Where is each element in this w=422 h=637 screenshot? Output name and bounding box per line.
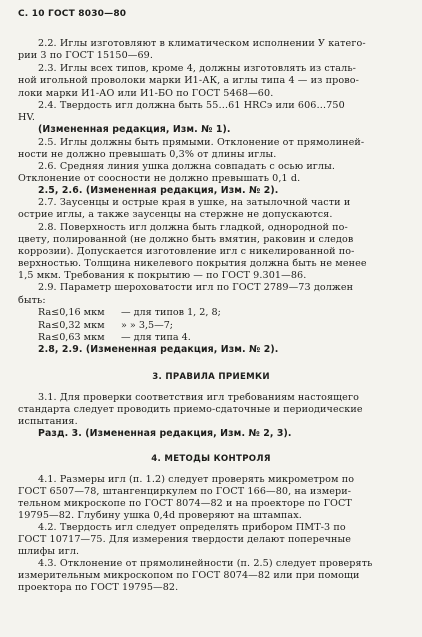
text-line: верхностью. Толщина никелевого покрытия должна быть не менее bbox=[18, 258, 367, 269]
text-line: 3.1. Для проверки соответствия игл требованиям настоящего bbox=[38, 392, 359, 403]
text-line: 2.3. Иглы всех типов, кроме 4, должны изготовлять из сталь- bbox=[38, 63, 356, 74]
text-line: тельном микроскопе по ГОСТ 8074—82 и на проекторе по ГОСТ bbox=[18, 498, 352, 509]
text-line: 4.1. Размеры игл (п. 1.2) следует проверять микрометром по bbox=[38, 474, 355, 485]
text-line: измерительным микроскопом по ГОСТ 8074—82 или при помощи bbox=[18, 570, 360, 581]
text-line: острие иглы, а также заусенцы на стержне не допускаются. bbox=[18, 209, 333, 220]
text-line: ГОСТ 10717—75. Для измерения твердости делают поперечные bbox=[18, 534, 352, 545]
text-line: проектора по ГОСТ 19795—82. bbox=[18, 582, 179, 593]
amendment-note: Разд. 3. (Измененная редакция, Изм. № 2, 3). bbox=[38, 428, 292, 439]
text-line: быть: bbox=[18, 295, 46, 306]
text-line: 2.2. Иглы изготовляют в климатическом исполнении У катего- bbox=[38, 38, 366, 49]
text-line: 2.8. Поверхность игл должна быть гладкой, однородной по- bbox=[38, 222, 348, 233]
text-line: 4.3. Отклонение от прямолинейности (п. 2.5) следует проверять bbox=[38, 558, 373, 569]
text-line: ности не должно превышать 0,3% от длины иглы. bbox=[18, 149, 277, 160]
amendment-note: (Измененная редакция, Изм. № 1). bbox=[38, 124, 231, 135]
text-line: 2.7. Заусенцы и острые края в ушке, на затылочной части и bbox=[38, 197, 351, 208]
text-line: 4.2. Твердость игл следует определять прибором ПМТ-3 по bbox=[38, 522, 346, 533]
amendment-note: 2.5, 2.6. (Измененная редакция, Изм. № 2). bbox=[38, 185, 279, 196]
roughness-value: Ra≤0,16 мкм bbox=[38, 307, 105, 318]
text-line: 2.9. Параметр шероховатости игл по ГОСТ 2789—73 должен bbox=[38, 282, 354, 293]
text-line: ной игольной проволоки марки И1-АК, а иглы типа 4 — из прово- bbox=[18, 75, 359, 86]
text-line: стандарта следует проводить приемо-сдаточные и периодические bbox=[18, 404, 363, 415]
text-line: 2.6. Средняя линия ушка должна совпадать с осью иглы. bbox=[38, 161, 336, 172]
text-line: цвету, полированной (не должно быть вмятин, раковин и следов bbox=[18, 234, 354, 245]
text-line: коррозии). Допускается изготовление игл с никелированной по- bbox=[18, 246, 355, 257]
amendment-note: 2.8, 2.9. (Измененная редакция, Изм. № 2). bbox=[38, 344, 279, 355]
roughness-scope: — для типа 4. bbox=[121, 332, 191, 343]
roughness-scope: — для типов 1, 2, 8; bbox=[121, 307, 221, 318]
text-line: 19795—82. Глубину ушка 0,4d проверяют на штампах. bbox=[18, 510, 302, 521]
text-line: 1,5 мкм. Требования к покрытию — по ГОСТ 9.301—86. bbox=[18, 270, 307, 281]
roughness-scope: » » 3,5—7; bbox=[121, 320, 174, 331]
text-line: Отклонение от соосности не должно превышать 0,1 d. bbox=[18, 173, 301, 184]
text-line: испытания. bbox=[18, 416, 78, 427]
section-heading: 4. МЕТОДЫ КОНТРОЛЯ bbox=[151, 454, 271, 464]
roughness-value: Ra≤0,63 мкм bbox=[38, 332, 105, 343]
roughness-value: Ra≤0,32 мкм bbox=[38, 320, 105, 331]
text-line: 2.5. Иглы должны быть прямыми. Отклонение от прямолиней- bbox=[38, 137, 365, 148]
text-line: ГОСТ 6507—78, штангенциркулем по ГОСТ 166—80, на измери- bbox=[18, 486, 352, 497]
text-line: 2.4. Твердость игл должна быть 55…61 HRCэ или 606…750 bbox=[38, 100, 345, 111]
page-header: С. 10 ГОСТ 8030—80 bbox=[18, 9, 127, 19]
section-heading: 3. ПРАВИЛА ПРИЕМКИ bbox=[152, 372, 270, 382]
text-line: рии 3 по ГОСТ 15150—69. bbox=[18, 50, 154, 61]
text-line: HV. bbox=[18, 112, 35, 123]
text-line: локи марки И1-АО или И1-БО по ГОСТ 5468—60. bbox=[18, 88, 274, 99]
text-line: шлифы игл. bbox=[18, 546, 80, 557]
